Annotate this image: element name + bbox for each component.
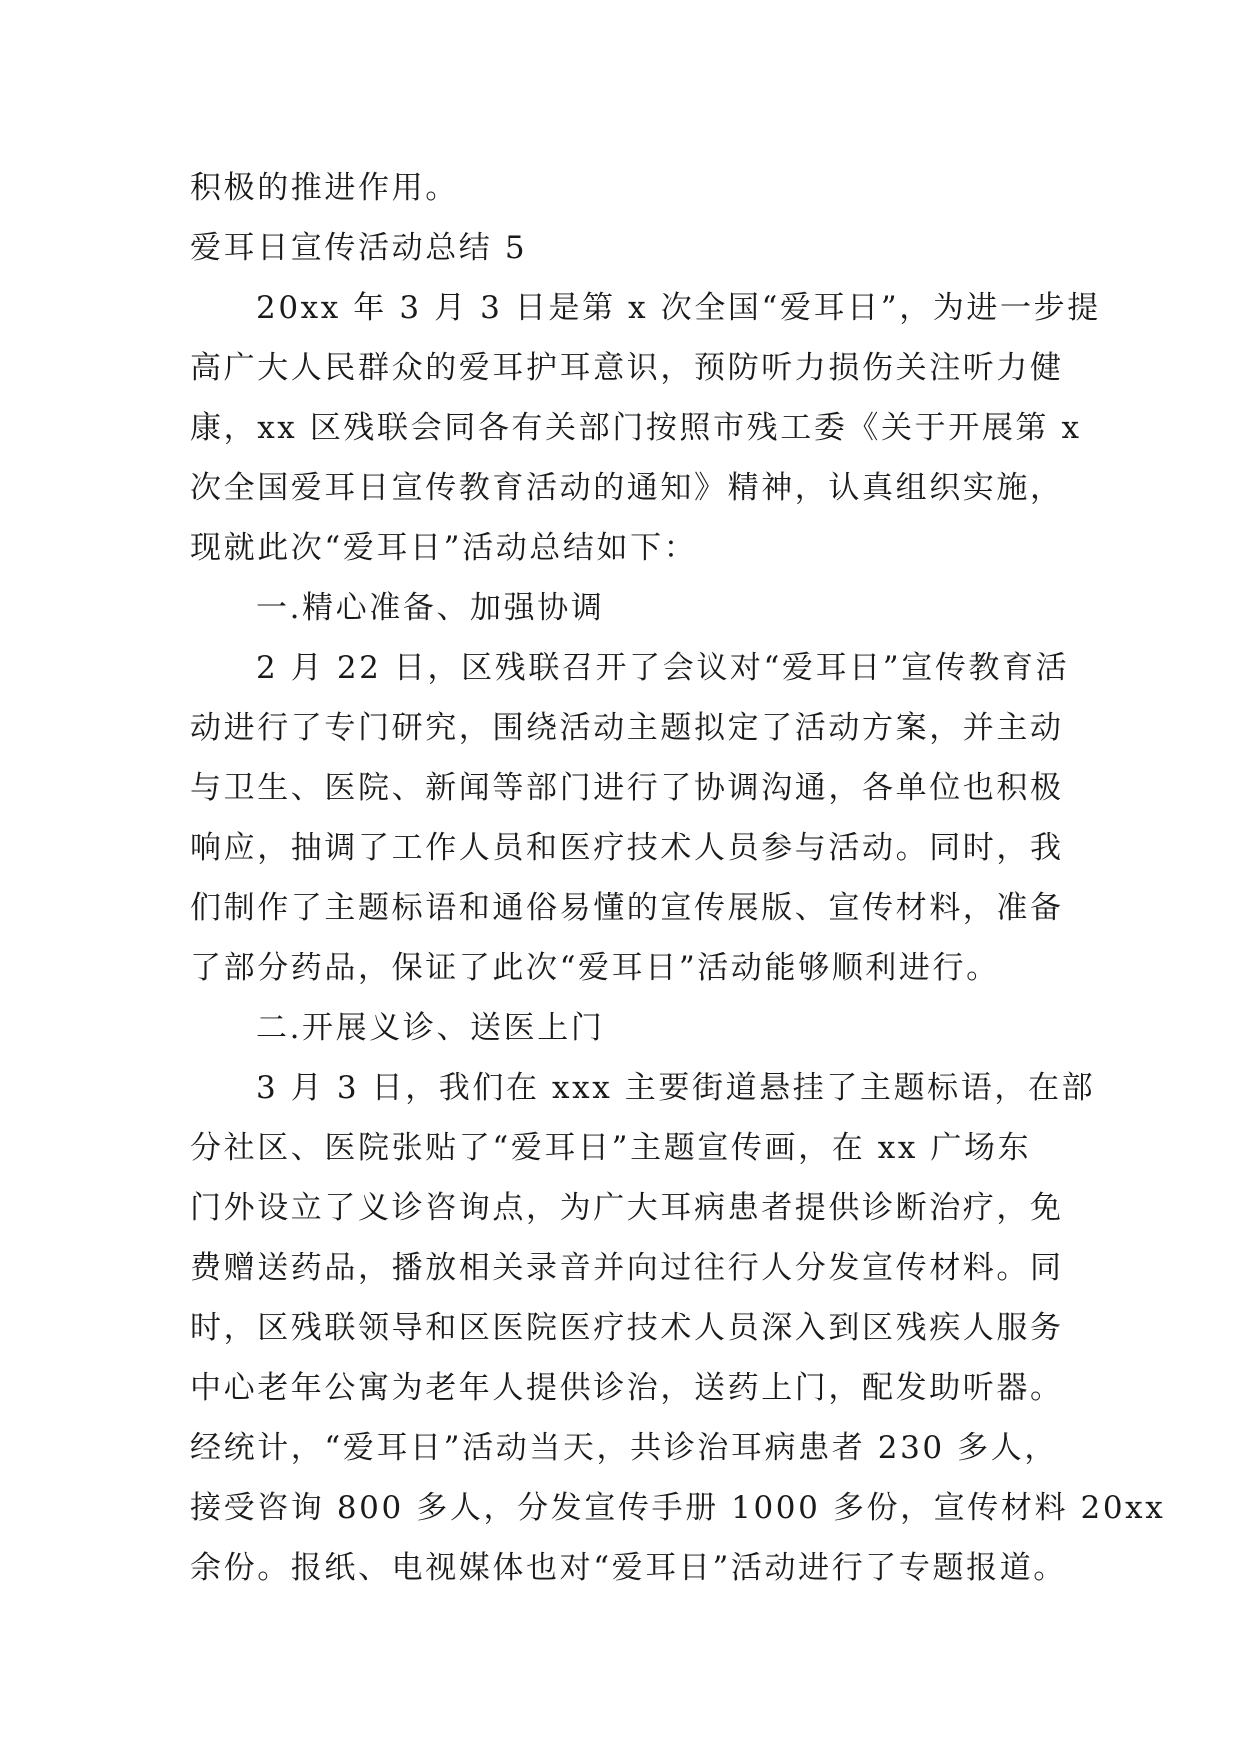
text-line: 康，xx 区残联会同各有关部门按照市残工委《关于开展第 x bbox=[190, 410, 1082, 446]
document-body bbox=[190, 158, 1166, 1598]
text-line: 2 月 22 日，区残联召开了会议对“爱耳日”宣传教育活 bbox=[256, 650, 1070, 686]
text-line: 余份。报纸、电视媒体也对“爱耳日”活动进行了专题报道。 bbox=[190, 1550, 1067, 1586]
text-line: 动进行了专门研究，围绕活动主题拟定了活动方案，并主动 bbox=[190, 710, 1064, 746]
text-line: 积极的推进作用。 bbox=[190, 170, 459, 206]
text-line: 经统计，“爱耳日”活动当天，共诊治耳病患者 230 多人， bbox=[190, 1430, 1058, 1466]
text-line: 接受咨询 800 多人，分发宣传手册 1000 多份，宣传材料 20xx bbox=[190, 1490, 1166, 1526]
text-line: 了部分药品，保证了此次“爱耳日”活动能够顺利进行。 bbox=[190, 950, 1000, 986]
text-line: 分社区、医院张贴了“爱耳日”主题宣传画，在 xx 广场东 bbox=[190, 1130, 1032, 1166]
text-line: 现就此次“爱耳日”活动总结如下： bbox=[190, 530, 698, 566]
text-line: 时，区残联领导和区医院医疗技术人员深入到区残疾人服务 bbox=[190, 1310, 1064, 1346]
section-title: 爱耳日宣传活动总结 5 bbox=[190, 230, 528, 266]
text-line: 与卫生、医院、新闻等部门进行了协调沟通，各单位也积极 bbox=[190, 770, 1064, 806]
text-line: 3 月 3 日，我们在 xxx 主要街道悬挂了主题标语，在部 bbox=[256, 1070, 1096, 1106]
text-line: 费赠送药品，播放相关录音并向过往行人分发宣传材料。同 bbox=[190, 1250, 1064, 1286]
text-line: 门外设立了义诊咨询点，为广大耳病患者提供诊断治疗，免 bbox=[190, 1190, 1064, 1226]
text-line: 中心老年公寓为老年人提供诊治，送药上门，配发助听器。 bbox=[190, 1370, 1064, 1406]
subheading: 二.开展义诊、送医上门 bbox=[256, 1010, 605, 1046]
subheading: 一.精心准备、加强协调 bbox=[256, 590, 605, 626]
text-line: 20xx 年 3 月 3 日是第 x 次全国“爱耳日”，为进一步提 bbox=[256, 290, 1101, 326]
text-line: 们制作了主题标语和通俗易懂的宣传展版、宣传材料，准备 bbox=[190, 890, 1064, 926]
text-line: 响应，抽调了工作人员和医疗技术人员参与活动。同时，我 bbox=[190, 830, 1064, 866]
text-line: 次全国爱耳日宣传教育活动的通知》精神，认真组织实施， bbox=[190, 470, 1064, 506]
text-line: 高广大人民群众的爱耳护耳意识，预防听力损伤关注听力健 bbox=[190, 350, 1064, 386]
